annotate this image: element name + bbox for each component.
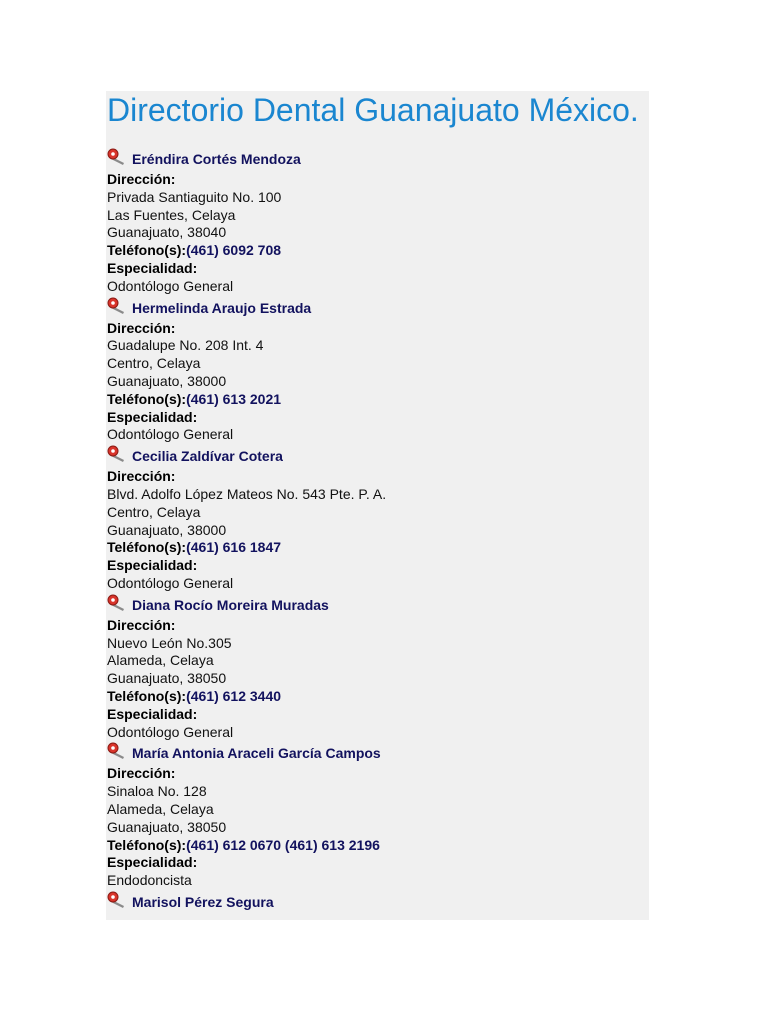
dentist-name-row: [107, 296, 647, 320]
dentist-name-link[interactable]: Diana Rocío Moreira Muradas: [132, 596, 329, 613]
dentist-name-row: [107, 147, 647, 171]
dentist-entry: [107, 890, 647, 914]
phone-label: Teléfono(s):: [107, 836, 187, 853]
address-line: Privada Santiaguito No. 100: [107, 188, 282, 205]
address-line: Guanajuato, 38000: [107, 372, 227, 389]
phone-label: Teléfono(s):: [107, 390, 187, 407]
address-label: Dirección:: [107, 765, 176, 782]
address-line: Centro, Celaya: [107, 355, 201, 372]
dentist-name-link[interactable]: María Antonia Araceli García Campos: [132, 745, 381, 762]
address-line: Guanajuato, 38040: [107, 224, 227, 241]
phone-row: [107, 391, 647, 409]
specialty-value: Odontólogo General: [107, 723, 234, 740]
phone-label: Teléfono(s):: [107, 687, 187, 704]
dentist-list: [107, 147, 647, 914]
map-pin-icon[interactable]: [107, 593, 125, 613]
phone-label: Teléfono(s):: [107, 539, 187, 556]
phone-row: [107, 242, 647, 260]
specialty-value: Odontólogo General: [107, 277, 234, 294]
address-line: Alameda, Celaya: [107, 652, 214, 669]
specialty-label: Especialidad:: [107, 705, 198, 722]
address-line: Blvd. Adolfo López Mateos No. 543 Pte. P. A.: [107, 485, 387, 502]
map-pin-icon[interactable]: [107, 296, 125, 316]
phone-number: (461) 6092 708: [186, 242, 282, 259]
address-label: Dirección:: [107, 468, 176, 485]
specialty-value: Odontólogo General: [107, 426, 234, 443]
dentist-name-link[interactable]: Eréndira Cortés Mendoza: [132, 151, 301, 167]
address-line: Guanajuato, 38000: [107, 521, 227, 538]
address-label: Dirección:: [107, 319, 176, 336]
specialty-label: Especialidad:: [107, 854, 198, 871]
dentist-name-row: [107, 593, 647, 617]
specialty-label: Especialidad:: [107, 259, 198, 276]
dentist-entry: [107, 444, 647, 593]
specialty-label: Especialidad:: [107, 557, 198, 574]
dentist-entry: [107, 593, 647, 742]
page-title: Directorio Dental Guanajuato México.: [107, 92, 639, 128]
phone-row: [107, 837, 647, 855]
dentist-name-link[interactable]: Cecilia Zaldívar Cotera: [132, 448, 283, 465]
phone-label: Teléfono(s):: [107, 242, 187, 259]
dentist-name-row: [107, 741, 647, 765]
address-line: Guanajuato, 38050: [107, 670, 227, 687]
address-line: Nuevo León No.305: [107, 634, 232, 651]
map-pin-icon[interactable]: [107, 147, 125, 167]
dentist-entry: [107, 147, 647, 296]
dentist-name-row: [107, 444, 647, 468]
map-pin-icon[interactable]: [107, 890, 125, 910]
specialty-label: Especialidad:: [107, 408, 198, 425]
phone-number: (461) 616 1847: [186, 539, 282, 556]
phone-number: (461) 612 3440: [186, 687, 282, 704]
dentist-name-row: [107, 890, 647, 914]
dentist-name-link[interactable]: Hermelinda Araujo Estrada: [132, 299, 312, 316]
phone-row: [107, 688, 647, 706]
dentist-name-link[interactable]: Marisol Pérez Segura: [132, 893, 274, 910]
phone-number: (461) 612 0670 (461) 613 2196: [186, 836, 380, 853]
address-line: Guanajuato, 38050: [107, 818, 227, 835]
dentist-entry: [107, 296, 647, 445]
specialty-value: Odontólogo General: [107, 574, 234, 591]
dentist-entry: [107, 741, 647, 890]
address-line: Centro, Celaya: [107, 503, 201, 520]
address-line: Guadalupe No. 208 Int. 4: [107, 337, 264, 354]
phone-row: [107, 539, 647, 557]
map-pin-icon[interactable]: [107, 444, 125, 464]
address-line: Sinaloa No. 128: [107, 783, 207, 800]
address-label: Dirección:: [107, 171, 176, 187]
map-pin-icon[interactable]: [107, 741, 125, 761]
phone-number: (461) 613 2021: [186, 390, 282, 407]
address-label: Dirección:: [107, 616, 176, 633]
address-line: Alameda, Celaya: [107, 800, 214, 817]
address-line: Las Fuentes, Celaya: [107, 206, 236, 223]
specialty-value: Endodoncista: [107, 872, 192, 889]
